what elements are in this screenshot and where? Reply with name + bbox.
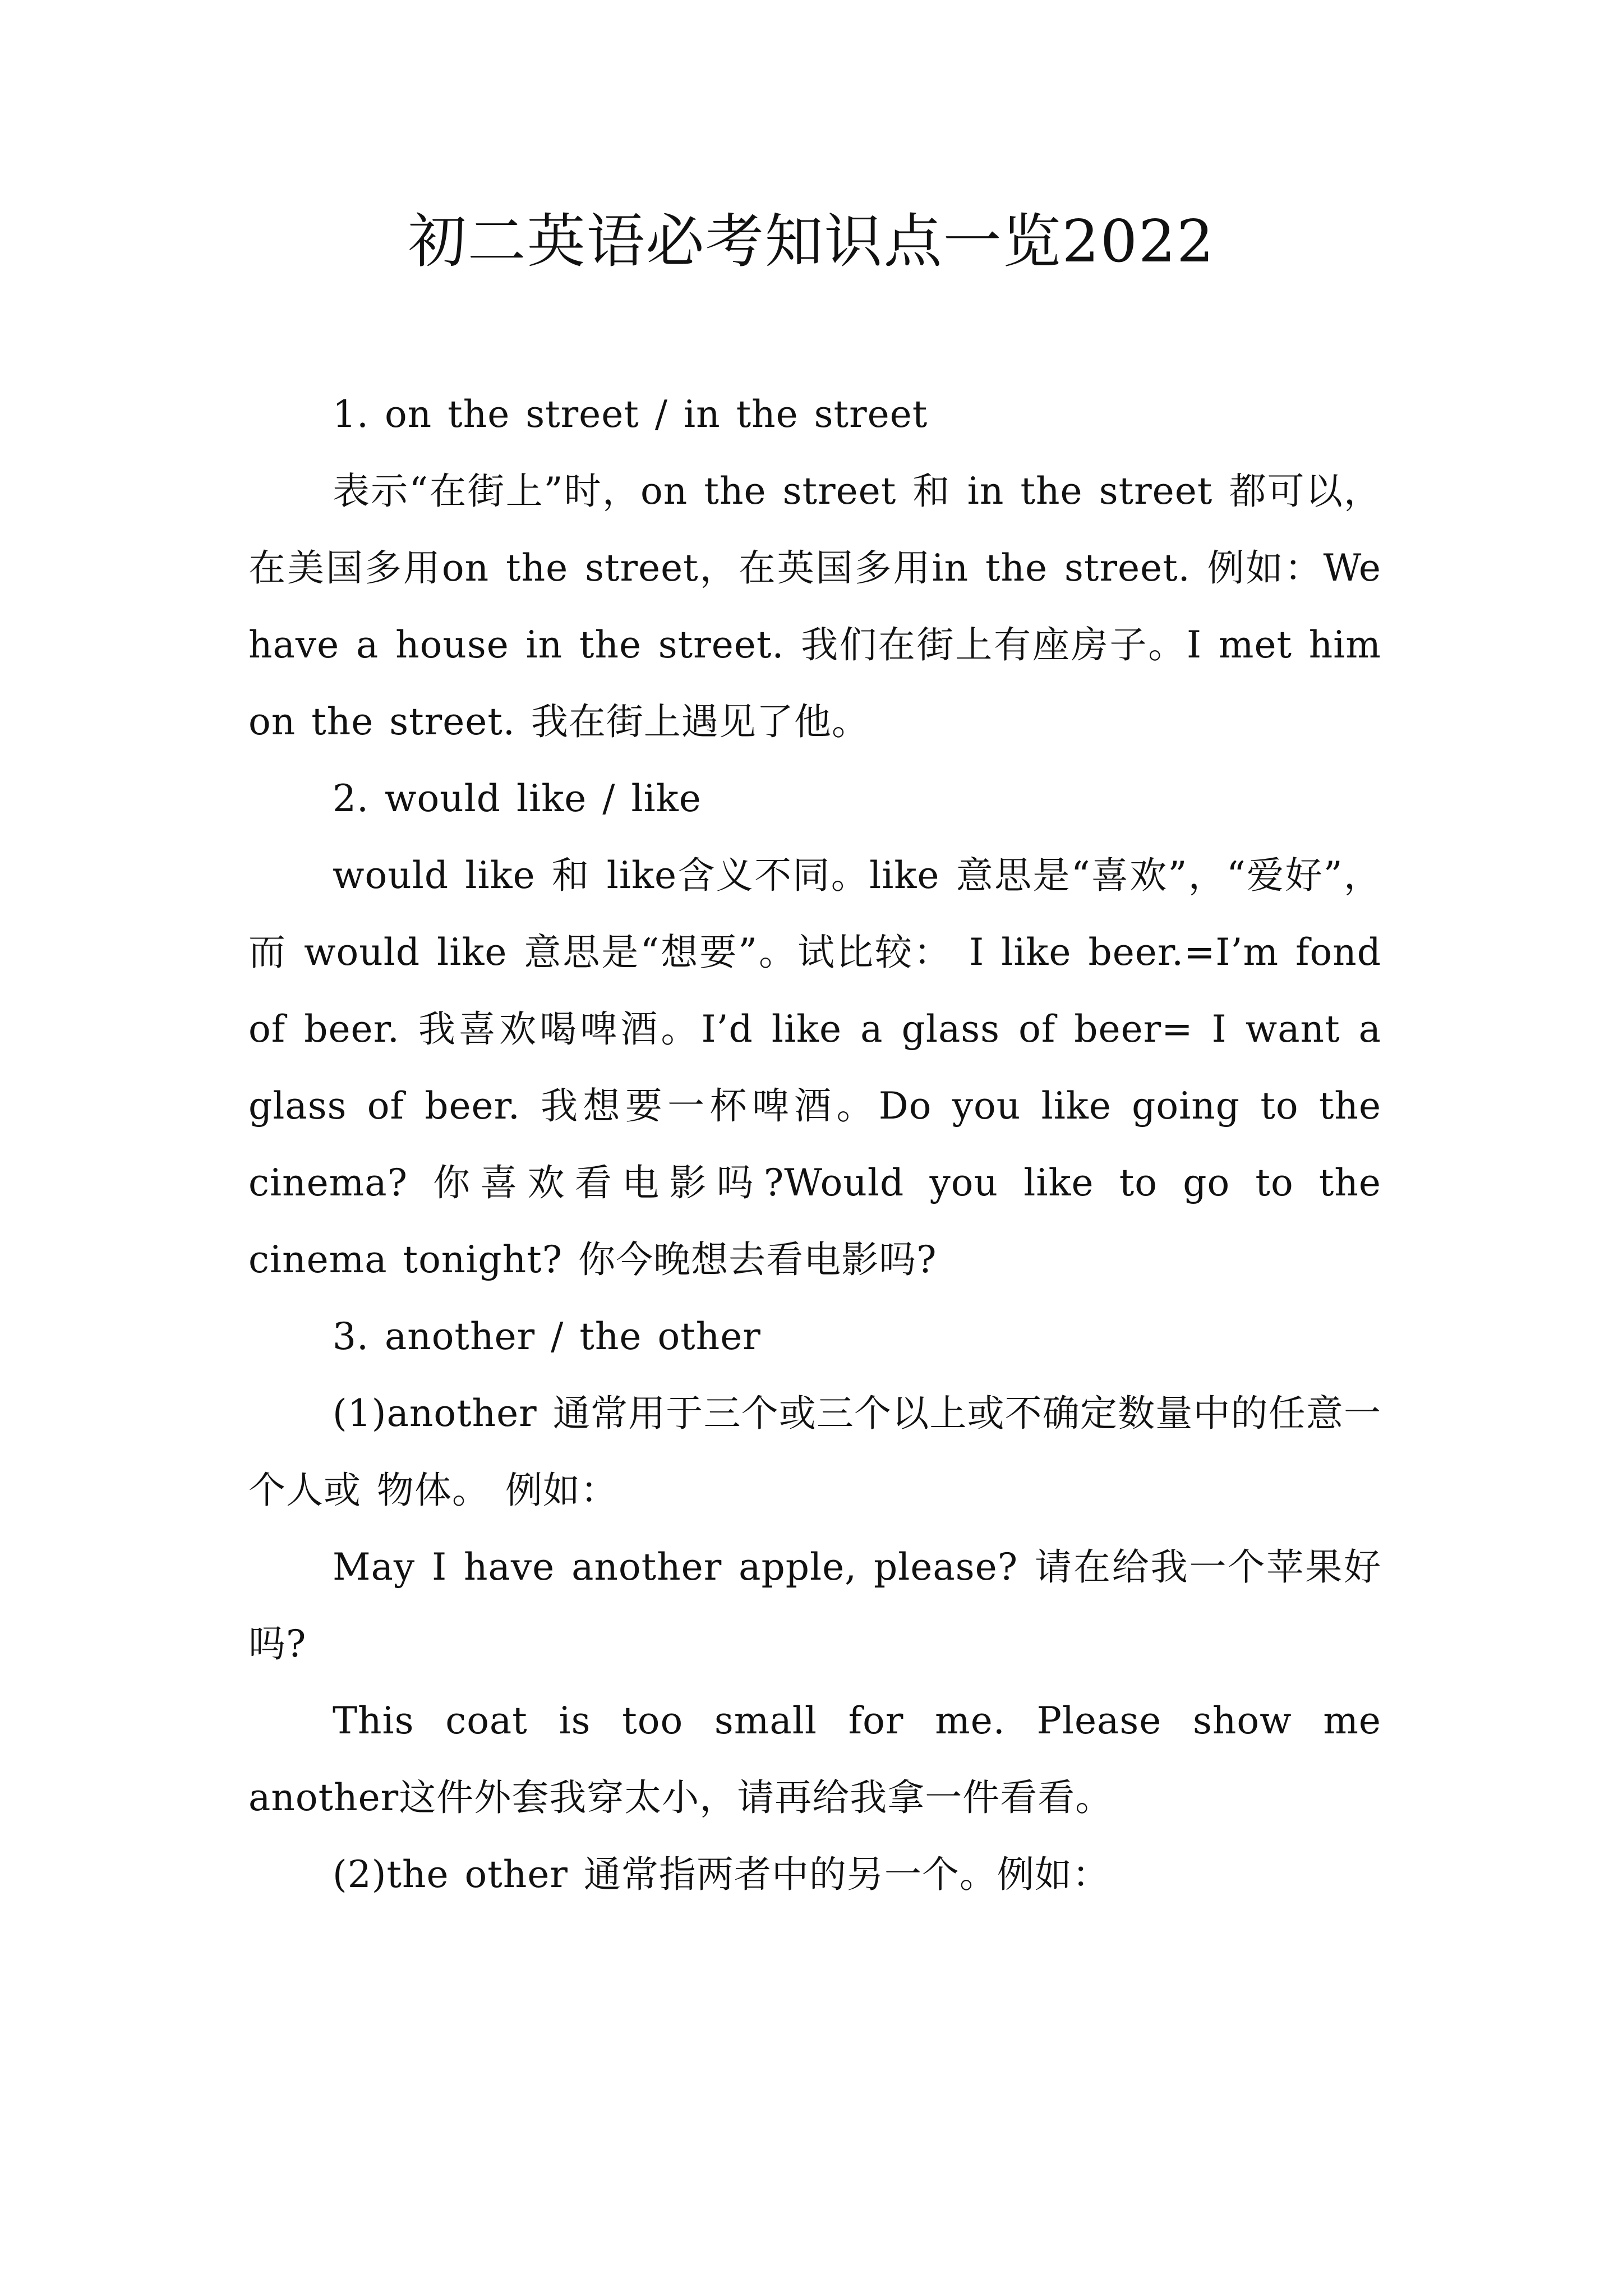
paragraph-would-like-explanation: would like 和 like含义不同。like 意思是“喜欢”，“爱好”，而 would like 意思是“想要”。试比较： I like beer.=I’m fond of beer. 我喜欢喝啤酒。I’d like a glass of beer= I want a glass of beer. 我想要一杯啤酒。Do you like going to the cinema? 你喜欢看电影吗?Would you like to go to the cinema tonight? 你今晚想去看电影吗? [248, 854, 1381, 1281]
section-heading-2: 2. would like / like [333, 777, 702, 820]
paragraph-street-explanation: 表示“在街上”时，on the street 和 in the street 都可以，在美国多用on the street，在英国多用in the street. 例如：We have a house in the street. 我们在街上有座房子。I met him on the street. 我在街上遇见了他。 [248, 470, 1381, 743]
paragraph-another-rule: (1)another 通常用于三个或三个以上或不确定数量中的任意一个人或 物体。 例如： [248, 1392, 1381, 1512]
paragraph-another-example-1: May I have another apple, please? 请在给我一个苹果好吗? [248, 1545, 1381, 1665]
section-heading-3: 3. another / the other [333, 1315, 761, 1358]
paragraph-the-other-rule: (2)the other 通常指两者中的另一个。例如： [333, 1853, 1110, 1896]
section-heading-1: 1. on the street / in the street [333, 393, 928, 436]
paragraph-another-example-2: This coat is too small for me. Please show me another这件外套我穿太小，请再给我拿一件看看。 [248, 1699, 1381, 1819]
document-body [248, 376, 1381, 1913]
page-title: 初二英语必考知识点一览2022 [408, 207, 1215, 275]
